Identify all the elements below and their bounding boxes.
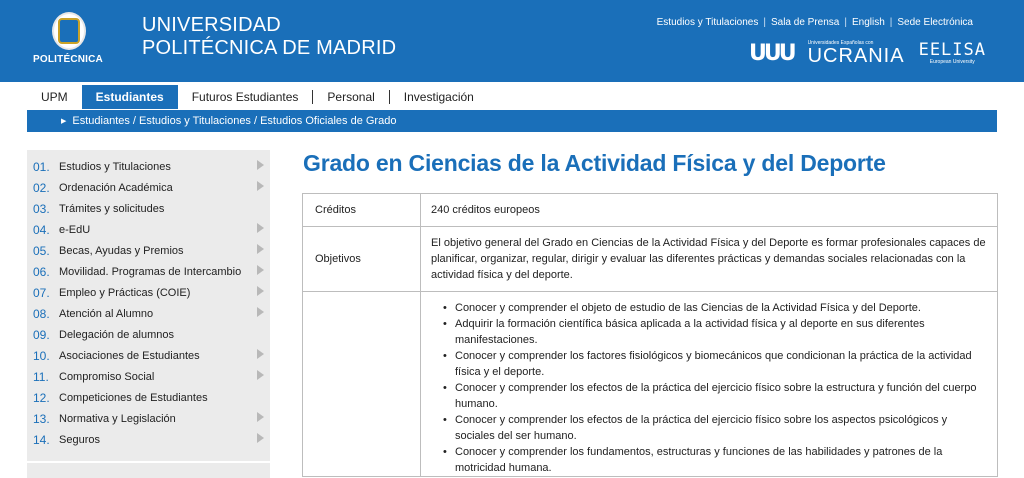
chevron-right-icon	[257, 160, 264, 170]
sidebar-item-number: 10.	[33, 348, 50, 363]
crest-label: POLITÉCNICA	[33, 54, 103, 65]
tab-personal[interactable]: Personal	[327, 90, 375, 104]
tab-upm[interactable]: UPM	[41, 90, 68, 104]
table-row	[303, 292, 997, 476]
university-name-line1: UNIVERSIDAD	[142, 14, 281, 36]
competencies-key	[303, 292, 421, 476]
table-row	[303, 227, 997, 292]
top-link-separator: |	[844, 17, 847, 28]
chevron-right-icon	[257, 265, 264, 275]
sidebar-item-label: Normativa y Legislación	[59, 412, 176, 425]
breadcrumb-text[interactable]: Estudiantes / Estudios y Titulaciones / Estudios Oficiales de Grado	[72, 115, 397, 127]
sidebar-item-competiciones[interactable]	[27, 387, 270, 408]
sidebar-item-atencion[interactable]	[27, 303, 270, 324]
list-item: • Conocer y comprender los efectos de la práctica del ejercicio físico sobre los aspectos psicológicos y sociales del ser humano.	[455, 412, 987, 444]
sidebar-item-seguros[interactable]	[27, 429, 270, 450]
breadcrumb	[27, 110, 997, 132]
top-link-estudios[interactable]: Estudios y Titulaciones	[656, 17, 759, 28]
sidebar-item-number: 06.	[33, 264, 50, 279]
sidebar-item-ordenacion[interactable]	[27, 177, 270, 198]
sidebar-item-label: Compromiso Social	[59, 370, 155, 383]
sidebar-item-movilidad[interactable]	[27, 261, 270, 282]
chevron-right-icon	[257, 286, 264, 296]
sidebar-item-label: Atención al Alumno	[59, 307, 154, 320]
ucrania-logo-caption: Universidades Españolas con	[807, 40, 874, 46]
sidebar-item-number: 02.	[33, 180, 50, 195]
sidebar-item-label: Empleo y Prácticas (COIE)	[59, 286, 191, 299]
sidebar-item-number: 01.	[33, 159, 50, 174]
eelisa-logo-text: EELISA	[918, 40, 986, 60]
competencies-list	[455, 300, 987, 476]
sidebar-item-number: 08.	[33, 306, 50, 321]
tab-investigacion[interactable]: Investigación	[403, 90, 474, 104]
sidebar-item-tramites[interactable]	[27, 198, 270, 219]
sidebar-item-number: 11.	[33, 369, 49, 384]
objectives-key: Objetivos	[303, 227, 421, 291]
credits-value: 240 créditos europeos	[431, 204, 540, 216]
sidebar-item-number: 05.	[33, 243, 50, 258]
ucrania-logo[interactable]	[808, 40, 905, 66]
chevron-right-icon	[257, 223, 264, 233]
sidebar-item-label: Movilidad. Programas de Intercambio	[59, 265, 242, 278]
chevron-right-icon	[257, 244, 264, 254]
sidebar-item-number: 09.	[33, 327, 50, 342]
sidebar-item-number: 13.	[33, 411, 50, 426]
sidebar-item-number: 12.	[33, 390, 50, 405]
top-link-prensa[interactable]: Sala de Prensa	[770, 17, 840, 28]
partner-logos	[749, 40, 986, 66]
sidebar-item-label: Delegación de alumnos	[59, 328, 174, 341]
competencies-value	[421, 292, 997, 476]
sidebar-item-delegacion[interactable]	[27, 324, 270, 345]
sidebar-item-asociaciones[interactable]	[27, 345, 270, 366]
top-link-separator: |	[889, 17, 893, 28]
ucrania-logo-text: UCRANIA	[807, 45, 905, 67]
page-title: Grado en Ciencias de la Actividad Física y del Deporte	[303, 150, 886, 176]
top-link-english[interactable]: English	[851, 17, 885, 28]
sidebar-footer-block	[27, 463, 270, 478]
sidebar-item-label: Becas, Ayudas y Premios	[59, 244, 184, 257]
sidebar-item-number: 14.	[33, 432, 50, 447]
sidebar-item-estudios[interactable]	[27, 156, 270, 177]
chevron-right-icon	[257, 349, 264, 359]
sidebar-item-label: Competiciones de Estudiantes	[59, 391, 208, 404]
uuu-logo[interactable]: UUU	[748, 40, 794, 66]
table-row	[303, 194, 997, 227]
upm-logo[interactable]	[32, 10, 104, 68]
university-name-line2: POLITÉCNICA DE MADRID	[142, 37, 397, 59]
tab-estudiantes[interactable]: Estudiantes	[82, 85, 178, 109]
sidebar-item-label: Seguros	[59, 433, 100, 446]
breadcrumb-arrow-icon: ▶	[61, 118, 67, 125]
list-item: • Conocer y comprender los factores fisiológicos y biomecánicos que condicionan la práctica de la actividad física y el deporte.	[455, 348, 987, 380]
top-links	[652, 17, 978, 28]
sidebar-item-becas[interactable]	[27, 240, 270, 261]
sidebar-item-e-edu[interactable]	[27, 219, 270, 240]
sidebar-item-number: 04.	[33, 222, 50, 237]
eelisa-logo[interactable]	[919, 41, 986, 65]
sidebar-item-number: 07.	[33, 285, 50, 300]
objectives-value: El objetivo general del Grado en Ciencias de la Actividad Física y del Deporte es formar profesionales capaces de planificar, organizar, regular, dirigir y evaluar las diferentes prácticas y demandas sociales relacionadas con la actividad física y del deporte.	[431, 237, 986, 281]
chevron-right-icon	[257, 307, 264, 317]
sidebar	[27, 150, 270, 461]
tab-futuros-estudiantes[interactable]: Futuros Estudiantes	[191, 90, 299, 104]
sidebar-item-normativa[interactable]	[27, 408, 270, 429]
chevron-right-icon	[257, 433, 264, 443]
sidebar-item-label: Estudios y Titulaciones	[59, 160, 171, 173]
list-item: • Conocer y comprender los efectos de la práctica del ejercicio físico sobre la estructura y función del cuerpo humano.	[455, 380, 987, 412]
list-item: • Adquirir la formación científica básica aplicada a la actividad física y al deporte en sus diferentes manifestaciones.	[455, 316, 987, 348]
sidebar-item-label: Trámites y solicitudes	[59, 202, 165, 215]
university-name[interactable]	[142, 14, 396, 60]
crest-icon	[52, 12, 86, 50]
degree-info-table	[302, 193, 998, 477]
top-link-sede[interactable]: Sede Electrónica	[897, 17, 973, 28]
sidebar-item-label: Asociaciones de Estudiantes	[59, 349, 200, 362]
sidebar-item-number: 03.	[33, 201, 50, 216]
site-header	[0, 0, 1024, 82]
chevron-right-icon	[257, 412, 264, 422]
sidebar-item-compromiso[interactable]	[27, 366, 270, 387]
top-link-separator: |	[763, 17, 766, 28]
list-item: • Conocer y comprender los fundamentos, estructuras y funciones de las habilidades y patrones de la motricidad humana.	[455, 444, 987, 476]
sidebar-item-empleo[interactable]	[27, 282, 270, 303]
sidebar-item-label: Ordenación Académica	[59, 181, 173, 194]
list-item: • Conocer y comprender el objeto de estudio de las Ciencias de la Actividad Física y del Deporte.	[455, 300, 987, 316]
sidebar-item-label: e-EdU	[59, 223, 91, 236]
main-nav	[27, 85, 488, 109]
credits-key: Créditos	[303, 194, 421, 226]
chevron-right-icon	[257, 370, 264, 380]
eelisa-logo-caption: European University	[929, 59, 975, 65]
chevron-right-icon	[257, 181, 264, 191]
